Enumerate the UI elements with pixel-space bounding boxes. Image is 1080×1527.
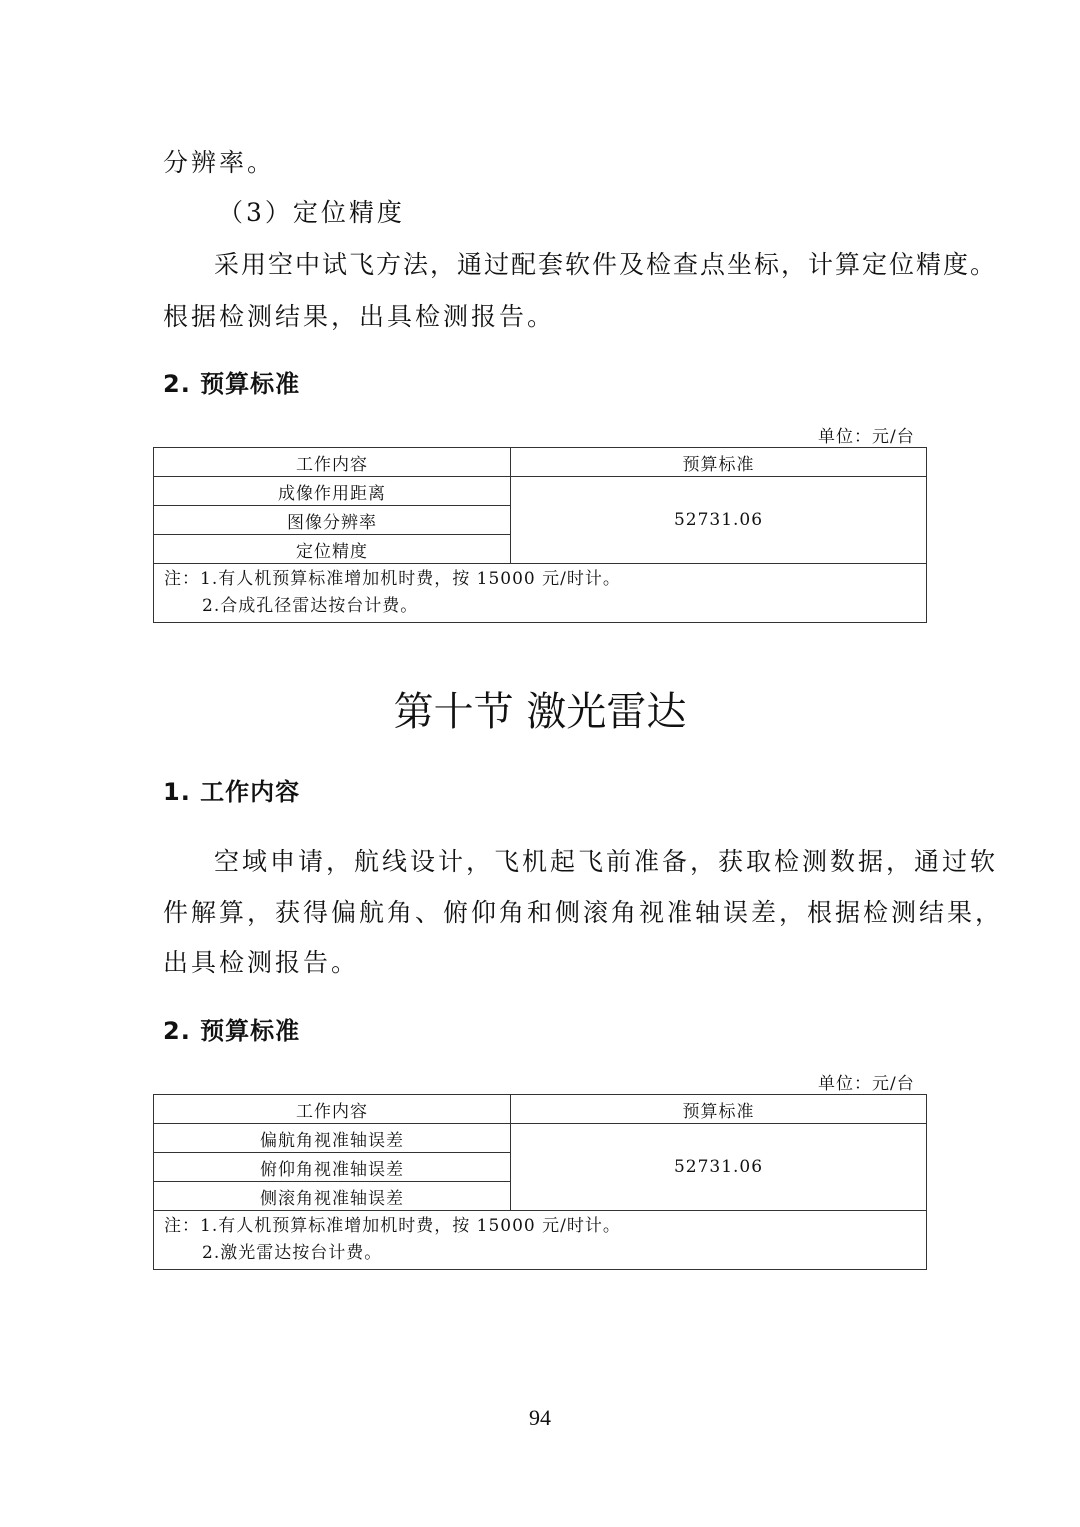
note-line: 2.激光雷达按台计费。 bbox=[202, 1243, 383, 1263]
table-row bbox=[154, 477, 927, 506]
page-number: 94 bbox=[529, 1405, 551, 1430]
header-cell: 预算标准 bbox=[511, 448, 927, 477]
table-header-row bbox=[154, 1095, 927, 1124]
subsection-title: （3）定位精度 bbox=[218, 198, 405, 227]
item-cell: 俯仰角视准轴误差 bbox=[154, 1153, 511, 1182]
note-row bbox=[154, 1211, 927, 1270]
section-title: 第十节 激光雷达 bbox=[393, 689, 687, 735]
item-cell: 偏航角视准轴误差 bbox=[154, 1124, 511, 1153]
budget-table bbox=[153, 1094, 927, 1270]
item-cell: 侧滚角视准轴误差 bbox=[154, 1182, 511, 1211]
paragraph-line: 件解算，获得偏航角、俯仰角和侧滚角视准轴误差，根据检测结果， bbox=[163, 898, 1004, 927]
budget-heading: 2. 预算标准 bbox=[163, 370, 301, 398]
table-row bbox=[154, 1124, 927, 1153]
note-cell bbox=[154, 1211, 927, 1270]
budget-heading: 2. 预算标准 bbox=[163, 1017, 301, 1045]
budget-table bbox=[153, 447, 927, 623]
unit-label: 单位：元/台 bbox=[818, 427, 915, 447]
item-cell: 定位精度 bbox=[154, 535, 511, 564]
value-cell: 52731.06 bbox=[511, 1124, 927, 1211]
note-line: 2.合成孔径雷达按台计费。 bbox=[202, 596, 419, 616]
header-cell: 预算标准 bbox=[511, 1095, 927, 1124]
paragraph-line: 采用空中试飞方法，通过配套软件及检查点坐标，计算定位精度。 bbox=[214, 250, 998, 279]
paragraph-line: 根据检测结果，出具检测报告。 bbox=[163, 302, 556, 331]
note-cell bbox=[154, 564, 927, 623]
item-cell: 成像作用距离 bbox=[154, 477, 511, 506]
table-header-row bbox=[154, 448, 927, 477]
section-heading: 1. 工作内容 bbox=[163, 778, 301, 806]
item-cell: 图像分辨率 bbox=[154, 506, 511, 535]
note-line: 注：1.有人机预算标准增加机时费，按 15000 元/时计。 bbox=[164, 1216, 621, 1236]
header-cell: 工作内容 bbox=[154, 448, 511, 477]
unit-label: 单位：元/台 bbox=[818, 1074, 915, 1094]
value-cell: 52731.06 bbox=[511, 477, 927, 564]
paragraph-line: 出具检测报告。 bbox=[163, 948, 360, 977]
text-line: 分辨率。 bbox=[163, 148, 276, 177]
paragraph-line: 空域申请，航线设计，飞机起飞前准备，获取检测数据，通过软 bbox=[214, 847, 999, 876]
header-cell: 工作内容 bbox=[154, 1095, 511, 1124]
note-row bbox=[154, 564, 927, 623]
note-line: 注：1.有人机预算标准增加机时费，按 15000 元/时计。 bbox=[164, 569, 621, 589]
